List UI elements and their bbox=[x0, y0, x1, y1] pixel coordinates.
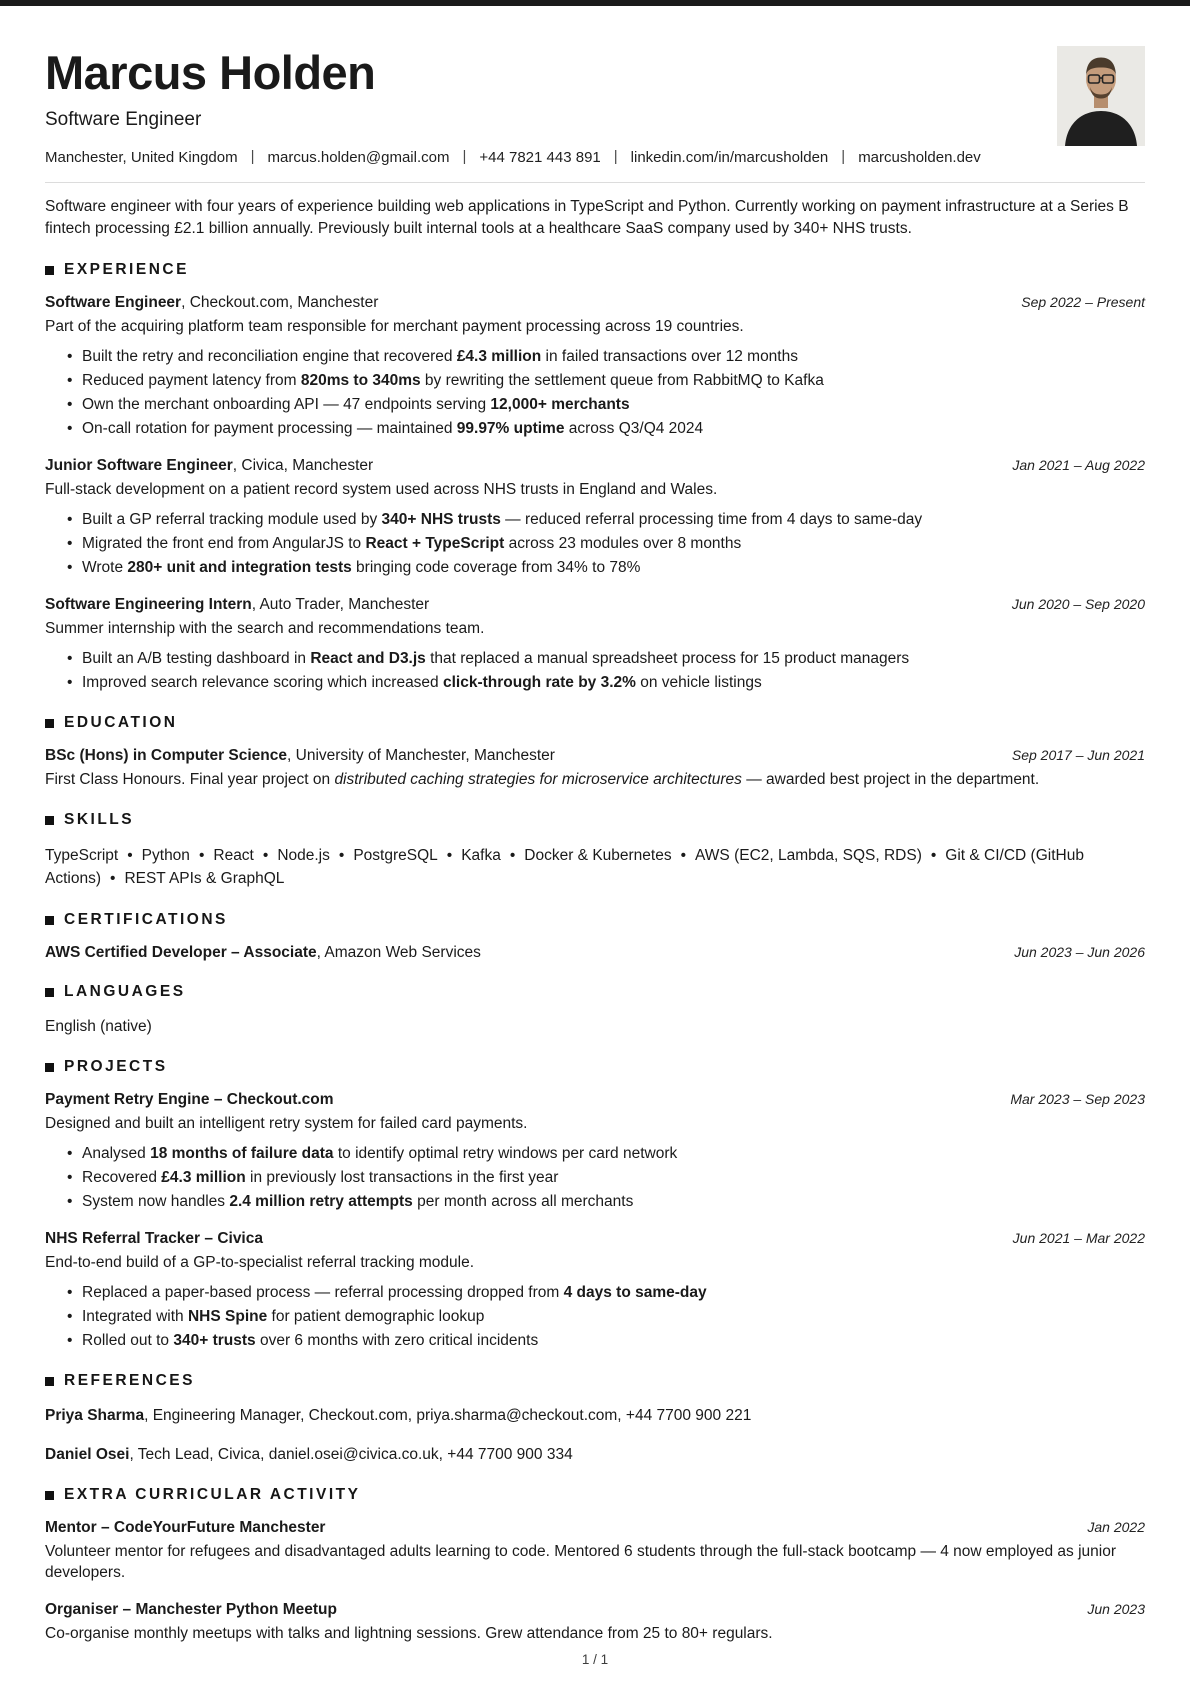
entry bbox=[45, 1091, 1145, 1212]
skill-separator: • bbox=[446, 847, 453, 865]
text-run: Built the retry and reconciliation engine that recovered bbox=[82, 348, 457, 366]
entry-head bbox=[45, 1230, 1145, 1248]
bold-text-run: Daniel Osei bbox=[45, 1446, 130, 1464]
entry-text bbox=[45, 1252, 1145, 1273]
contact-item: marcusholden.dev bbox=[858, 149, 981, 167]
text-run: in previously lost transactions in the first year bbox=[245, 1169, 559, 1187]
entry bbox=[45, 844, 1145, 890]
entry-title bbox=[45, 747, 555, 765]
bold-text-run: click-through rate by 3.2% bbox=[442, 674, 636, 692]
resume-content bbox=[0, 6, 1190, 1644]
section-references bbox=[45, 1372, 1145, 1465]
bold-text-run: 280+ unit and integration tests bbox=[127, 559, 352, 577]
entry-title bbox=[45, 1519, 325, 1537]
bold-text-run: BSc (Hons) in Computer Science bbox=[45, 747, 288, 765]
header-divider bbox=[45, 182, 1145, 183]
contact-row bbox=[45, 149, 981, 166]
skill-item: Node.js bbox=[277, 847, 330, 865]
section-marker-icon bbox=[45, 1491, 54, 1500]
section-heading bbox=[45, 1058, 1145, 1076]
bold-text-run: Priya Sharma bbox=[45, 1407, 145, 1425]
text-run: , Auto Trader, Manchester bbox=[251, 596, 430, 614]
entry-date: Jun 2023 – Jun 2026 bbox=[1014, 944, 1145, 961]
entry-date: Jun 2023 bbox=[1087, 1601, 1145, 1618]
bold-text-run: React + TypeScript bbox=[365, 535, 505, 553]
bold-text-run: 99.97% uptime bbox=[456, 420, 565, 438]
bullet-item bbox=[67, 672, 1145, 693]
bold-text-run: 2.4 million retry attempts bbox=[229, 1193, 413, 1211]
entry-text bbox=[45, 1623, 1145, 1644]
section-experience bbox=[45, 261, 1145, 693]
entry-title bbox=[45, 596, 429, 614]
entry bbox=[45, 457, 1145, 578]
text-run: — reduced referral processing time from 4 days to same-day bbox=[500, 511, 923, 529]
text-run: On-call rotation for payment processing — maintained bbox=[82, 420, 457, 438]
entry-head bbox=[45, 747, 1145, 765]
text-run: Wrote bbox=[82, 559, 128, 577]
section-heading bbox=[45, 714, 1145, 732]
bold-text-run: AWS Certified Developer – Associate bbox=[45, 944, 317, 962]
section-marker-icon bbox=[45, 916, 54, 925]
text-run: for patient demographic lookup bbox=[267, 1308, 485, 1326]
contact-separator: | bbox=[613, 148, 618, 166]
text-run: , Amazon Web Services bbox=[316, 944, 481, 962]
bullet-item bbox=[67, 1306, 1145, 1327]
entry-bullets bbox=[45, 1282, 1145, 1351]
bullet-item bbox=[67, 1167, 1145, 1188]
skill-item: REST APIs & GraphQL bbox=[124, 870, 285, 888]
entry-date: Sep 2022 – Present bbox=[1021, 294, 1145, 311]
section-marker-icon bbox=[45, 719, 54, 728]
skill-separator: • bbox=[127, 847, 133, 865]
contact-separator: | bbox=[462, 148, 467, 166]
bullet-item bbox=[67, 394, 1145, 415]
contact-item: linkedin.com/in/marcusholden bbox=[630, 149, 829, 167]
entry-text bbox=[45, 1113, 1145, 1134]
bullet-item bbox=[67, 509, 1145, 530]
bold-text-run: Payment Retry Engine – Checkout.com bbox=[45, 1091, 334, 1109]
bold-text-run: Organiser – Manchester Python Meetup bbox=[45, 1601, 337, 1619]
section-marker-icon bbox=[45, 816, 54, 825]
text-run: across 23 modules over 8 months bbox=[504, 535, 742, 553]
entry-text bbox=[45, 1016, 1145, 1037]
section-marker-icon bbox=[45, 1377, 54, 1386]
text-run: English (native) bbox=[45, 1018, 152, 1036]
text-run: System now handles bbox=[82, 1193, 230, 1211]
skills-list bbox=[45, 844, 1145, 890]
entry-date: Jun 2020 – Sep 2020 bbox=[1011, 596, 1145, 613]
entry-text bbox=[45, 618, 1145, 639]
text-run: , Civica, Manchester bbox=[232, 457, 374, 475]
section-extra-curricular bbox=[45, 1486, 1145, 1644]
contact-separator: | bbox=[841, 148, 846, 166]
entry-date: Jun 2021 – Mar 2022 bbox=[1012, 1230, 1145, 1247]
entry bbox=[45, 1601, 1145, 1644]
header bbox=[45, 40, 1145, 166]
entry bbox=[45, 1519, 1145, 1583]
text-run: bringing code coverage from 34% to 78% bbox=[351, 559, 641, 577]
text-run: Integrated with bbox=[82, 1308, 188, 1326]
text-run: to identify optimal retry windows per card network bbox=[333, 1145, 678, 1163]
bullet-item bbox=[67, 1143, 1145, 1164]
skill-separator: • bbox=[338, 847, 345, 865]
section-heading bbox=[45, 261, 1145, 279]
bold-text-run: £4.3 million bbox=[161, 1169, 246, 1187]
bold-text-run: Software Engineering Intern bbox=[45, 596, 252, 614]
entry-title bbox=[45, 1601, 337, 1619]
entry-head bbox=[45, 944, 1145, 962]
text-run: Full-stack development on a patient record system used across NHS trusts in England and Wales. bbox=[45, 481, 718, 499]
section-heading-text: EDUCATION bbox=[64, 714, 178, 732]
text-run: Recovered bbox=[82, 1169, 162, 1187]
summary-paragraph: Software engineer with four years of experience building web applications in TypeScript and Python. Currently working on payment infrastructure at a Series B fintech processing £2.1 billion annually. Previously built internal tools at a healthcare SaaS company used by 340+ NHS trusts. bbox=[45, 198, 1129, 238]
section-heading bbox=[45, 1486, 1145, 1504]
entry bbox=[45, 1230, 1145, 1351]
page-number: 1 / 1 bbox=[581, 1652, 609, 1667]
section-heading bbox=[45, 983, 1145, 1001]
entry-head bbox=[45, 294, 1145, 312]
skill-separator: • bbox=[262, 847, 269, 865]
skill-separator: • bbox=[930, 847, 937, 865]
italic-text-run: distributed caching strategies for microservice architectures bbox=[334, 771, 742, 789]
section-heading-text: REFERENCES bbox=[64, 1372, 195, 1390]
text-run: First Class Honours. Final year project on bbox=[45, 771, 335, 789]
skill-item: TypeScript bbox=[45, 847, 119, 865]
section-heading-text: EXPERIENCE bbox=[64, 261, 189, 279]
section-heading-text: SKILLS bbox=[64, 811, 135, 829]
section-heading bbox=[45, 911, 1145, 929]
entry-title bbox=[45, 1091, 334, 1109]
bullet-item bbox=[67, 370, 1145, 391]
section-skills bbox=[45, 811, 1145, 890]
bold-text-run: Junior Software Engineer bbox=[45, 457, 233, 475]
text-run: , Tech Lead, Civica, daniel.osei@civica.co.uk, +44 7700 900 334 bbox=[129, 1446, 573, 1464]
entry bbox=[45, 1405, 1145, 1426]
entry-title bbox=[45, 294, 378, 312]
bold-text-run: NHS Spine bbox=[187, 1308, 268, 1326]
entry-head bbox=[45, 457, 1145, 475]
header-text-block bbox=[45, 40, 981, 166]
entry-bullets bbox=[45, 509, 1145, 578]
entry-text bbox=[45, 479, 1145, 500]
text-run: Reduced payment latency from bbox=[82, 372, 301, 390]
entry bbox=[45, 294, 1145, 439]
section-heading-text: CERTIFICATIONS bbox=[64, 911, 228, 929]
bold-text-run: 820ms to 340ms bbox=[300, 372, 421, 390]
entry-text bbox=[45, 1444, 1145, 1465]
text-run: across Q3/Q4 2024 bbox=[564, 420, 704, 438]
text-run: Co-organise monthly meetups with talks and lightning sessions. Grew attendance from 25 to 80+ regulars. bbox=[45, 1625, 773, 1643]
skill-separator: • bbox=[509, 847, 516, 865]
person-job-title: Software Engineer bbox=[45, 109, 202, 131]
text-run: per month across all merchants bbox=[412, 1193, 634, 1211]
text-run: Replaced a paper-based process — referral processing dropped from bbox=[82, 1284, 564, 1302]
bold-text-run: £4.3 million bbox=[456, 348, 542, 366]
section-heading-text: LANGUAGES bbox=[64, 983, 186, 1001]
skill-item: Kafka bbox=[461, 847, 501, 865]
bold-text-run: NHS Referral Tracker – Civica bbox=[45, 1230, 263, 1248]
skill-separator: • bbox=[110, 870, 116, 888]
bullet-item bbox=[67, 1282, 1145, 1303]
text-run: Summer internship with the search and recommendations team. bbox=[45, 620, 485, 638]
entry bbox=[45, 944, 1145, 962]
entry bbox=[45, 747, 1145, 790]
contact-item: Manchester, United Kingdom bbox=[45, 149, 238, 167]
skill-separator: • bbox=[198, 847, 205, 865]
text-run: End-to-end build of a GP-to-specialist referral tracking module. bbox=[45, 1254, 475, 1272]
entry-head bbox=[45, 1519, 1145, 1537]
bullet-item bbox=[67, 1191, 1145, 1212]
text-run: , Engineering Manager, Checkout.com, priya.sharma@checkout.com, +44 7700 900 221 bbox=[144, 1407, 752, 1425]
entry-date: Mar 2023 – Sep 2023 bbox=[1010, 1091, 1145, 1108]
skill-item: Python bbox=[141, 847, 190, 865]
text-run: Analysed bbox=[82, 1145, 151, 1163]
text-run: Designed and built an intelligent retry system for failed card payments. bbox=[45, 1115, 528, 1133]
text-run: in failed transactions over 12 months bbox=[541, 348, 798, 366]
section-heading bbox=[45, 811, 1145, 829]
entry-title bbox=[45, 1230, 263, 1248]
text-run: Built an A/B testing dashboard in bbox=[82, 650, 311, 668]
text-run: , Checkout.com, Manchester bbox=[181, 294, 379, 312]
bold-text-run: React and D3.js bbox=[310, 650, 426, 668]
text-run: Own the merchant onboarding API — 47 endpoints serving bbox=[82, 396, 491, 414]
skill-item: PostgreSQL bbox=[353, 847, 438, 865]
person-name: Marcus Holden bbox=[45, 46, 376, 99]
entry-title bbox=[45, 457, 373, 475]
skill-item: Docker & Kubernetes bbox=[524, 847, 672, 865]
text-run: Migrated the front end from AngularJS to bbox=[82, 535, 366, 553]
entry bbox=[45, 596, 1145, 693]
entry-text bbox=[45, 769, 1145, 790]
entry bbox=[45, 1444, 1145, 1465]
section-projects bbox=[45, 1058, 1145, 1351]
text-run: that replaced a manual spreadsheet process for 15 product managers bbox=[425, 650, 910, 668]
section-certifications bbox=[45, 911, 1145, 962]
bold-text-run: 12,000+ merchants bbox=[490, 396, 630, 414]
entry-text bbox=[45, 1541, 1145, 1583]
skill-item: AWS (EC2, Lambda, SQS, RDS) bbox=[695, 847, 922, 865]
entry-bullets bbox=[45, 1143, 1145, 1212]
bold-text-run: 340+ NHS trusts bbox=[381, 511, 501, 529]
text-run: Improved search relevance scoring which increased bbox=[82, 674, 443, 692]
bold-text-run: 340+ trusts bbox=[173, 1332, 256, 1350]
section-marker-icon bbox=[45, 988, 54, 997]
bullet-item bbox=[67, 533, 1145, 554]
contact-separator: | bbox=[250, 148, 255, 166]
bullet-item bbox=[67, 346, 1145, 367]
entry-head bbox=[45, 1091, 1145, 1109]
bullet-item bbox=[67, 1330, 1145, 1351]
contact-item: marcus.holden@gmail.com bbox=[267, 149, 450, 167]
text-run: Built a GP referral tracking module used by bbox=[82, 511, 382, 529]
bullet-item bbox=[67, 418, 1145, 439]
section-education bbox=[45, 714, 1145, 790]
bold-text-run: Mentor – CodeYourFuture Manchester bbox=[45, 1519, 326, 1537]
entry-date: Sep 2017 – Jun 2021 bbox=[1011, 747, 1145, 764]
entry-bullets bbox=[45, 346, 1145, 439]
section-heading bbox=[45, 1372, 1145, 1390]
entry-title bbox=[45, 944, 481, 962]
entry-bullets bbox=[45, 648, 1145, 693]
profile-photo bbox=[1057, 46, 1145, 146]
section-marker-icon bbox=[45, 266, 54, 275]
entry-text bbox=[45, 1405, 1145, 1426]
bullet-item bbox=[67, 557, 1145, 578]
text-run: Volunteer mentor for refugees and disadvantaged adults learning to code. Mentored 6 students through the full-stack bootcamp — 4 now employed as junior developers. bbox=[45, 1543, 1117, 1582]
text-run: — awarded best project in the department. bbox=[741, 771, 1040, 789]
entry-date: Jan 2022 bbox=[1087, 1519, 1145, 1536]
entry-date: Jan 2021 – Aug 2022 bbox=[1012, 457, 1145, 474]
bullet-item bbox=[67, 648, 1145, 669]
text-run: Part of the acquiring platform team responsible for merchant payment processing across 19 countries. bbox=[45, 318, 744, 336]
entry-head bbox=[45, 596, 1145, 614]
bold-text-run: 18 months of failure data bbox=[150, 1145, 334, 1163]
section-languages bbox=[45, 983, 1145, 1037]
text-run: , University of Manchester, Manchester bbox=[287, 747, 555, 765]
text-run: by rewriting the settlement queue from RabbitMQ to Kafka bbox=[420, 372, 824, 390]
entry-text bbox=[45, 316, 1145, 337]
text-run: on vehicle listings bbox=[635, 674, 762, 692]
skill-item: React bbox=[213, 847, 254, 865]
entry bbox=[45, 1016, 1145, 1037]
text-run: Rolled out to bbox=[82, 1332, 174, 1350]
section-heading-text: PROJECTS bbox=[64, 1058, 168, 1076]
section-heading-text: EXTRA CURRICULAR ACTIVITY bbox=[64, 1486, 361, 1504]
contact-item: +44 7821 443 891 bbox=[479, 149, 601, 167]
skill-item: Git & CI/CD (GitHub Actions) bbox=[45, 847, 1084, 888]
section-marker-icon bbox=[45, 1063, 54, 1072]
bold-text-run: 4 days to same-day bbox=[563, 1284, 707, 1302]
bold-text-run: Software Engineer bbox=[45, 294, 182, 312]
text-run: over 6 months with zero critical incidents bbox=[255, 1332, 539, 1350]
skill-separator: • bbox=[680, 847, 687, 865]
entry-head bbox=[45, 1601, 1145, 1619]
sections bbox=[45, 261, 1145, 1644]
